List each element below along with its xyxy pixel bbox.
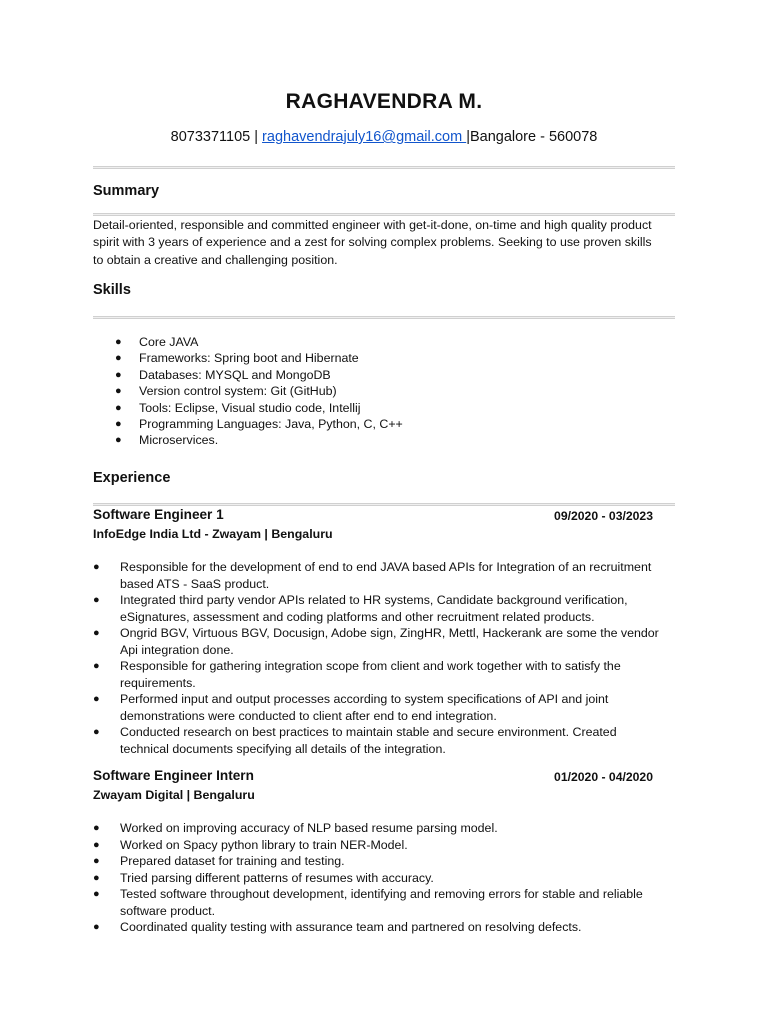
bullet-icon: ● xyxy=(93,561,100,573)
bullet-icon: ● xyxy=(93,822,100,834)
list-item: ● Integrated third party vendor APIs related to HR systems, Candidate background verification, eSignatures, assessment and coding platforms and other recruitment related products. xyxy=(93,593,628,624)
email-link[interactable]: raghavendrajuly16@gmail.com xyxy=(262,129,467,145)
bullet-icon: ● xyxy=(93,627,100,639)
list-item: ● Conducted research on best practices to maintain stable and secure environment. Created technical documents specifying all details of the integration. xyxy=(93,725,617,756)
list-item: ● Responsible for gathering integration scope from client and work together with to satisfy the requirements. xyxy=(93,659,621,690)
bullet-icon: ● xyxy=(115,418,122,431)
divider xyxy=(93,503,675,506)
job-company: InfoEdge India Ltd - Zwayam | Bengaluru xyxy=(93,527,333,541)
job-dates: 09/2020 - 03/2023 xyxy=(554,509,653,523)
list-item: ● Responsible for the development of end to end JAVA based APIs for Integration of an recruitment based ATS - SaaS product. xyxy=(93,560,652,591)
list-item: ● Tools: Eclipse, Visual studio code, Intellij xyxy=(115,400,361,415)
skills-list xyxy=(93,334,593,449)
list-item: ● Prepared dataset for training and testing. xyxy=(93,854,345,868)
candidate-name: RAGHAVENDRA M. xyxy=(285,90,483,113)
experience-heading: Experience xyxy=(93,470,171,486)
job-bullets xyxy=(93,820,661,936)
job-dates: 01/2020 - 04/2020 xyxy=(554,770,653,784)
list-item: ● Frameworks: Spring boot and Hibernate xyxy=(115,351,359,366)
bullet-icon: ● xyxy=(93,594,100,606)
list-item: ● Tested software throughout development, identifying and removing errors for stable and reliable software product. xyxy=(93,887,643,918)
list-item: ● Core JAVA xyxy=(115,335,199,349)
summary-heading: Summary xyxy=(93,183,160,199)
bullet-icon: ● xyxy=(93,888,100,900)
list-item: ● Microservices. xyxy=(115,433,219,448)
bullet-icon: ● xyxy=(115,368,122,381)
list-item: ● Ongrid BGV, Virtuous BGV, Docusign, Adobe sign, ZingHR, Mettl, Hackerank are some the vendor Api integration done. xyxy=(93,626,659,657)
divider xyxy=(93,213,675,216)
bullet-icon: ● xyxy=(115,352,122,365)
divider xyxy=(93,316,675,319)
list-item: ● Version control system: Git (GitHub) xyxy=(115,384,337,399)
contact-line xyxy=(93,129,675,145)
divider xyxy=(93,166,675,169)
bullet-icon: ● xyxy=(93,871,100,884)
job-title: Software Engineer Intern xyxy=(93,768,254,783)
job-company: Zwayam Digital | Bengaluru xyxy=(93,788,255,802)
list-item: ● Databases: MYSQL and MongoDB xyxy=(115,367,331,382)
bullet-icon: ● xyxy=(93,921,100,933)
bullet-icon: ● xyxy=(93,855,100,867)
list-item: ● Worked on improving accuracy of NLP based resume parsing model. xyxy=(93,821,498,835)
bullet-icon: ● xyxy=(115,401,122,414)
bullet-icon: ● xyxy=(93,693,100,705)
list-item: ● Programming Languages: Java, Python, C, C++ xyxy=(115,417,403,432)
skills-heading: Skills xyxy=(93,282,131,298)
bullet-icon: ● xyxy=(93,838,100,851)
list-item: ● Worked on Spacy python library to train NER-Model. xyxy=(93,837,408,852)
bullet-icon: ● xyxy=(93,726,100,738)
location: |Bangalore - 560078 xyxy=(466,129,598,145)
job-bullets xyxy=(93,559,661,757)
bullet-icon: ● xyxy=(115,434,122,447)
summary-text: Detail-oriented, responsible and committed engineer with get-it-done, on-time and high quality product spirit with 3 years of experience and a zest for solving complex problems. Seeking to use proven skills to obtain a creative and challenging position. xyxy=(93,218,652,267)
job-title: Software Engineer 1 xyxy=(93,507,224,522)
list-item: ● Performed input and output processes according to system specifications of API and joint demonstrations were conducted to client after end to end integration. xyxy=(93,692,609,723)
phone-number: 8073371105 | xyxy=(170,129,263,145)
list-item: ● Coordinated quality testing with assurance team and partnered on resolving defects. xyxy=(93,920,582,934)
bullet-icon: ● xyxy=(115,385,122,398)
bullet-icon: ● xyxy=(115,336,122,348)
list-item: ● Tried parsing different patterns of resumes with accuracy. xyxy=(93,870,434,885)
bullet-icon: ● xyxy=(93,660,100,672)
